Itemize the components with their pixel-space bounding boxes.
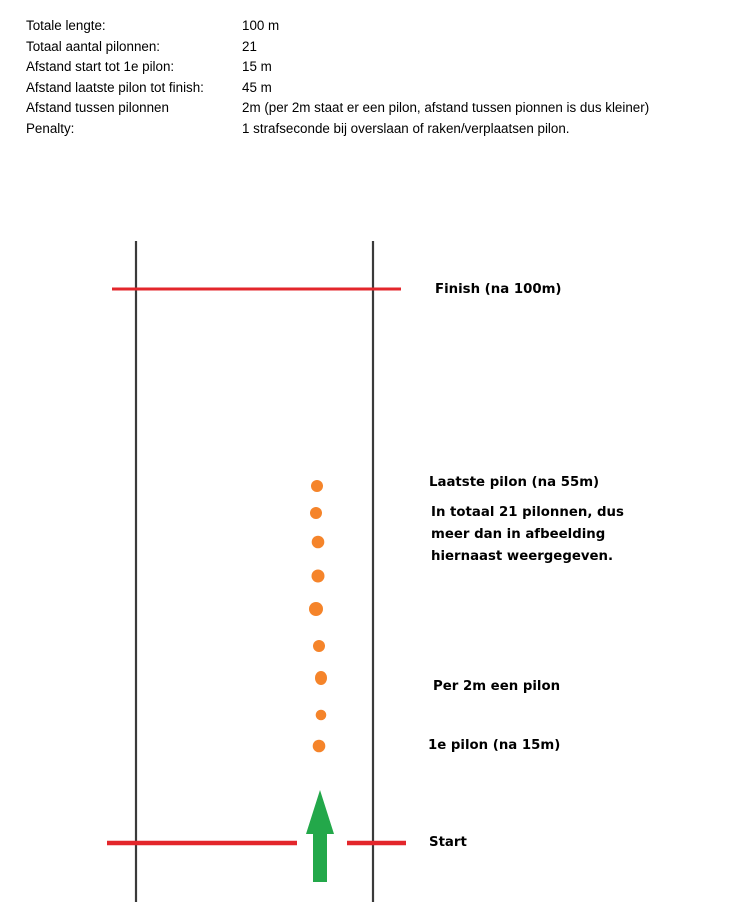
info-value: 1 strafseconde bij overslaan of raken/verplaatsen pilon.: [242, 120, 570, 136]
cone-marker: [310, 507, 322, 519]
info-value: 2m (per 2m staat er een pilon, afstand tussen pionnen is dus kleiner): [242, 100, 650, 115]
cone-marker: [313, 740, 326, 753]
info-label: Afstand tussen pilonnen: [26, 100, 169, 115]
info-label: Afstand start tot 1e pilon:: [26, 59, 175, 74]
last-cone-label: Laatste pilon (na 55m): [429, 475, 600, 490]
info-label: Afstand laatste pilon tot finish:: [26, 79, 204, 95]
cone-marker: [312, 570, 325, 583]
cone-marker: [316, 710, 327, 721]
cone-marker: [315, 671, 327, 685]
direction-arrow-icon: [306, 790, 334, 882]
total-cones-note: In totaal 21 pilonnen, dus meer dan in afbeelding hiernaast weergegeven.: [431, 505, 624, 564]
info-value: 21: [242, 38, 257, 54]
info-label: Totaal aantal pilonnen:: [26, 38, 161, 54]
info-label: Penalty:: [26, 120, 75, 136]
cone-marker: [313, 640, 325, 652]
cone-marker: [309, 602, 323, 616]
finish-label: Finish (na 100m): [435, 282, 562, 297]
start-label: Start: [429, 835, 467, 850]
cone-marker: [312, 536, 325, 549]
info-label: Totale lengte:: [26, 18, 106, 33]
info-value: 100 m: [242, 18, 280, 33]
cone-marker: [311, 480, 323, 492]
info-value: 45 m: [242, 79, 272, 95]
info-value: 15 m: [242, 59, 272, 74]
first-cone-label: 1e pilon (na 15m): [428, 738, 561, 753]
spacing-label: Per 2m een pilon: [433, 679, 561, 694]
